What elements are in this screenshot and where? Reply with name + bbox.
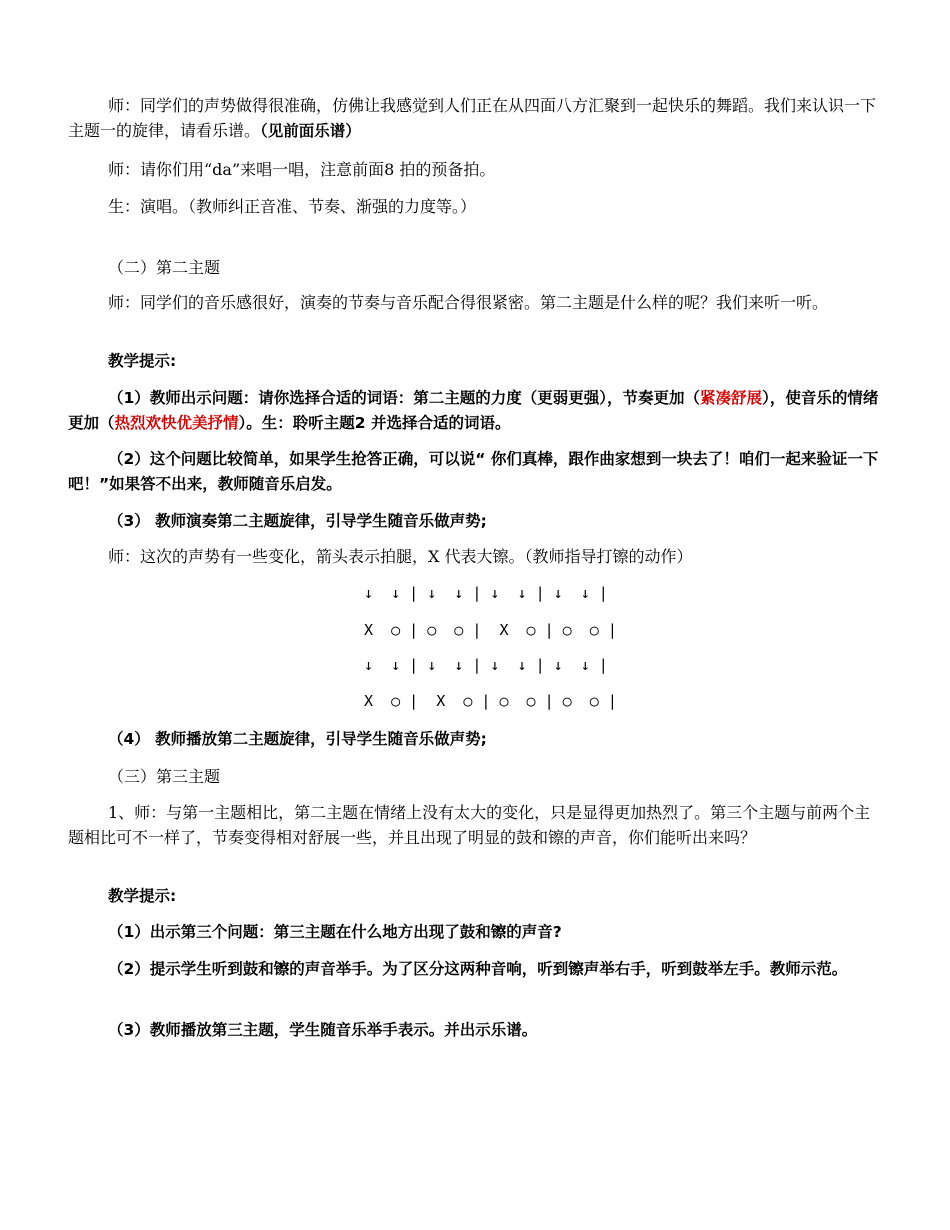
paragraph-teacher-3: 师：同学们的音乐感很好，演奏的节奏与音乐配合得很紧密。第二主题是什么样的呢？我们来听一听。 [108,293,829,312]
tip-text: （1）教师出示问题：请你选择合适的词语：第二主题的力度（更弱更强），节奏更加（ [108,389,701,407]
tip-item-2: （2）这个问题比较简单，如果学生抢答正确，可以说“ 你们真棒，跟作曲家想到一块去了！咱们一起来验证一下吧！”如果答不出来，教师随音乐启发。 [68,450,879,493]
paragraph-student: 生：演唱。（教师纠正音准、节奏、渐强的力度等。） [108,197,477,216]
tip-item-4: （4） 教师播放第二主题旋律，引导学生随音乐做声势; [108,730,487,748]
rhythm-row-2: X ○ | ○ ○ | X ○ | ○ ○ | [364,621,617,639]
paragraph-teacher-2: 师：请你们用“da”来唱一唱，注意前面8 拍的预备拍。 [108,160,496,179]
paragraph-teacher-4: 师：这次的声势有一些变化，箭头表示拍腿，X 代表大镲。（教师指导打镲的动作） [108,547,693,566]
tip-item-6: （2）提示学生听到鼓和镲的声音举手。为了区分这两种音响，听到镲声举右手，听到鼓举左手。教师示范。 [108,960,848,978]
tip-text: ）。生：聆听主题2 并选择合适的词语。 [238,414,511,432]
tip-item-1 [68,386,886,436]
rhythm-row-1: ↓ ↓ | ↓ ↓ | ↓ ↓ | ↓ ↓ | [364,584,608,602]
rhythm-row-4: X ○ | X ○ | ○ ○ | ○ ○ | [364,692,617,710]
tip-item-5: （1）出示第三个问题：第三主题在什么地方出现了鼓和镲的声音? [108,923,562,941]
section-heading-3: （三）第三主题 [108,767,221,786]
tip-text: ），使音乐的情绪更加（ [68,389,879,432]
section-heading-2: （二）第二主题 [108,258,221,277]
paragraph-teacher-1 [68,93,886,144]
teaching-tip-heading: 教学提示: [108,352,177,370]
highlight-option-rhythm: 紧凑舒展 [700,389,763,407]
rhythm-row-3: ↓ ↓ | ↓ ↓ | ↓ ↓ | ↓ ↓ | [364,656,608,674]
highlight-option-mood: 热烈欢快优美抒情 [114,414,239,432]
score-reference: （见前面乐谱） [260,122,361,140]
paragraph-teacher-5: 1、师：与第一主题相比，第二主题在情绪上没有太大的变化，只是显得更加热烈了。第三个主题与前两个主题相比可不一样了，节奏变得相对舒展一些，并且出现了明显的鼓和镲的声音，你们能听出来吗？ [68,803,871,847]
paragraph-text: 师：同学们的声势做得很准确，仿佛让我感觉到人们正在从四面八方汇聚到一起快乐的舞蹈。我们来认识一下主题一的旋律，请看乐谱。 [68,96,877,140]
tip-item-3: （3） 教师演奏第二主题旋律，引导学生随音乐做声势; [108,512,487,530]
tip-item-7: （3）教师播放第三主题，学生随音乐举手表示。并出示乐谱。 [108,1021,538,1039]
teaching-tip-heading-2: 教学提示: [108,887,177,905]
